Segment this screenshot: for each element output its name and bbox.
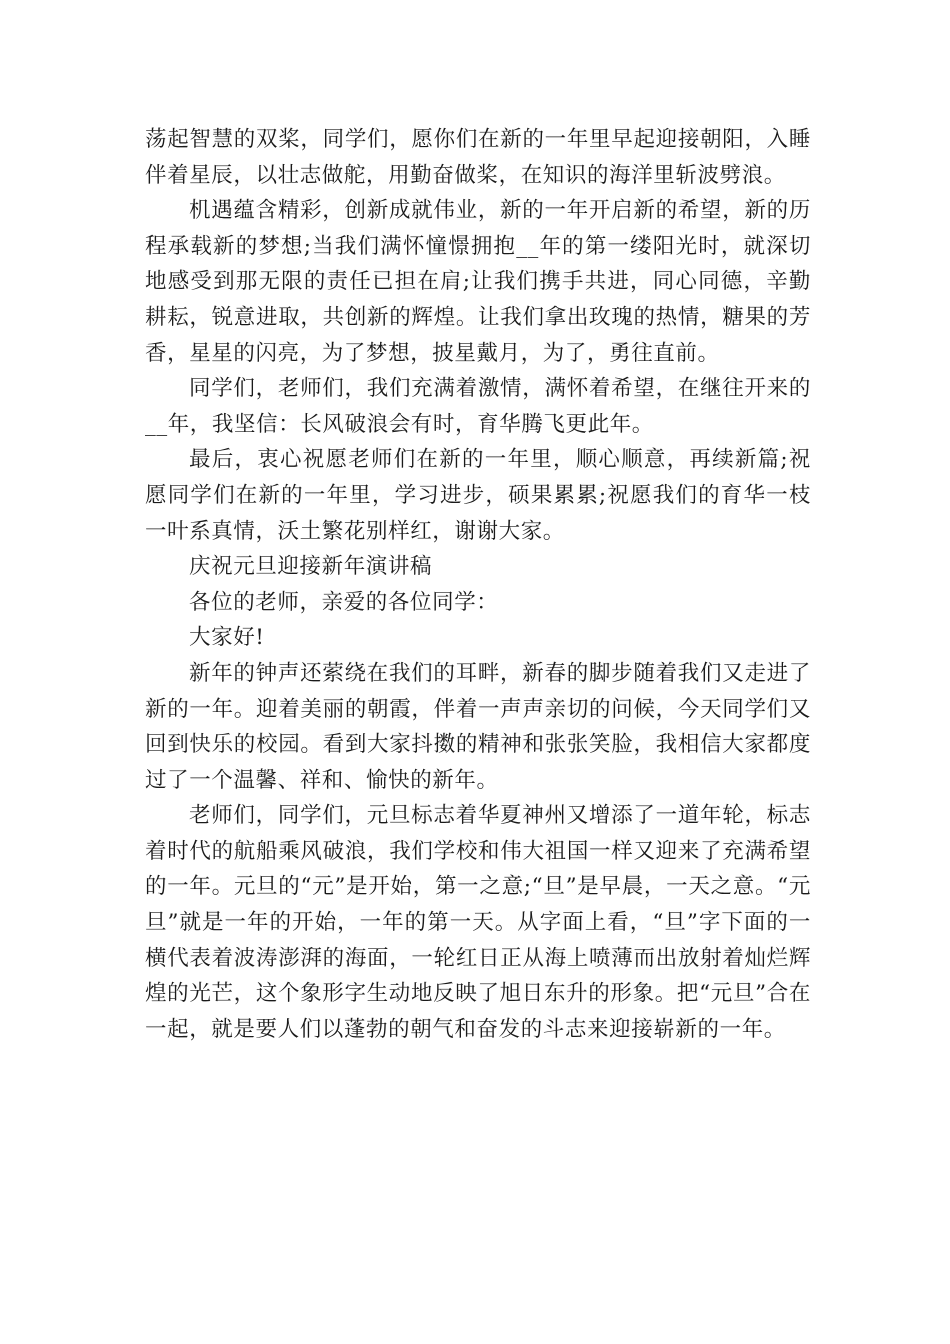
salutation: 各位的老师，亲爱的各位同学： — [189, 589, 499, 615]
paragraph-9: 老师们，同学们，元旦标志着华夏神州又增添了一道年轮，标志着时代的航船乘风破浪，我们学校和伟大祖国一样又迎来了充满希望的一年。元旦的“元”是开始，第一之意;“旦”是早晨，一天之意。“元旦”就是一年的开始，一年的第一天。从字面上看，“旦”字下面的一横代表着波涛澎湃的海面，一轮红日正从海上喷薄而出放射着灿烂辉煌的光芒，这个象形字生动地反映了旭日东升的形象。把“元旦”合在一起，就是要人们以蓬勃的朝气和奋发的斗志来迎接崭新的一年。 — [145, 803, 811, 1042]
greeting: 大家好! — [189, 625, 265, 651]
paragraph-4: 最后，衷心祝愿老师们在新的一年里，顺心顺意，再续新篇;祝愿同学们在新的一年里，学习进步，硕果累累;祝愿我们的育华一枝一叶系真情，沃土繁花别样红，谢谢大家。 — [145, 447, 811, 544]
paragraph-1: 荡起智慧的双桨，同学们，愿你们在新的一年里早起迎接朝阳，入睡伴着星辰，以壮志做舵，用勤奋做桨，在知识的海洋里斩波劈浪。 — [145, 127, 811, 188]
document-body — [145, 122, 811, 1047]
speech-title: 庆祝元旦迎接新年演讲稿 — [189, 554, 433, 580]
paragraph-8: 新年的钟声还萦绕在我们的耳畔，新春的脚步随着我们又走进了新的一年。迎着美丽的朝霞，伴着一声声亲切的问候，今天同学们又回到快乐的校园。看到大家抖擞的精神和张张笑脸，我相信大家都度过了一个温馨、祥和、愉快的新年。 — [145, 660, 811, 793]
paragraph-2: 机遇蕴含精彩，创新成就伟业，新的一年开启新的希望，新的历程承载新的梦想;当我们满怀憧憬拥抱__年的第一缕阳光时，就深切地感受到那无限的责任已担在肩;让我们携手共进，同心同德，辛勤耕耘，锐意进取，共创新的辉煌。让我们拿出玫瑰的热情，糖果的芳香，星星的闪亮，为了梦想，披星戴月，为了，勇往直前。 — [145, 198, 811, 366]
paragraph-3: 同学们，老师们，我们充满着激情，满怀着希望，在继往开来的__年，我坚信：长风破浪会有时，育华腾飞更此年。 — [145, 376, 811, 437]
